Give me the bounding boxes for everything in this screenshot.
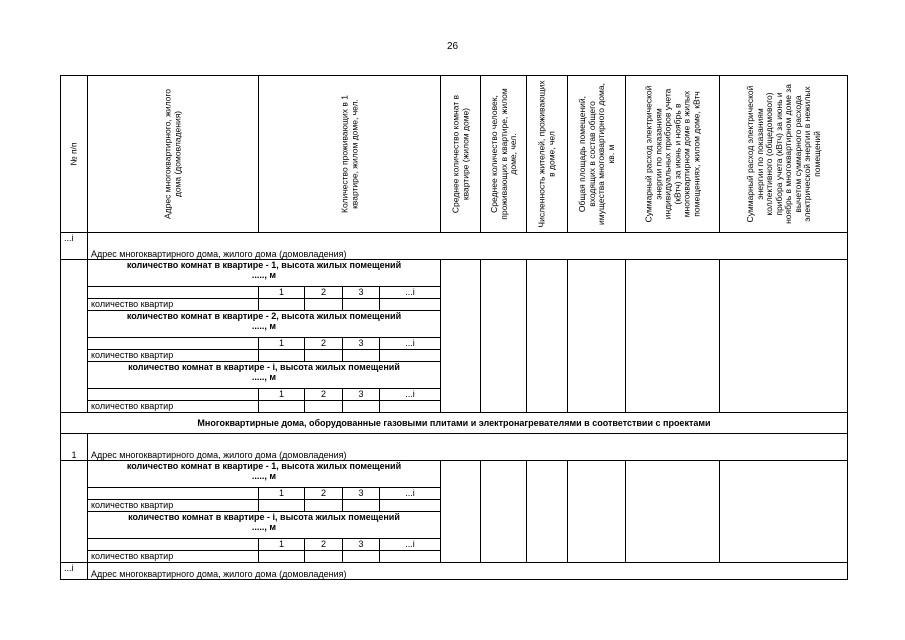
header-address: Адрес многоквартирного, жилого дома (домовладения) bbox=[162, 88, 182, 220]
header-residents-cell bbox=[259, 76, 441, 233]
address-label: Адрес многоквартирного дома, жилого дома (домовладения) bbox=[88, 434, 848, 461]
empty-cell bbox=[259, 551, 305, 563]
rooms-label: количество комнат в квартире - 2, высота жилых помещений ....., м bbox=[88, 311, 441, 338]
col-number: 1 bbox=[259, 389, 305, 401]
header-avg-people-cell bbox=[481, 76, 527, 233]
header-population: Численность жителей, проживающих в доме, чел bbox=[536, 80, 556, 228]
col-number: 2 bbox=[305, 287, 343, 299]
row-index: 1 bbox=[61, 434, 88, 461]
empty-cell bbox=[259, 299, 305, 311]
rooms-label: количество комнат в квартире - 1, высота жилых помещений ....., м bbox=[88, 461, 441, 488]
col-number: 1 bbox=[259, 287, 305, 299]
empty-cell bbox=[343, 299, 380, 311]
col-number: 3 bbox=[343, 389, 380, 401]
empty-cell bbox=[259, 350, 305, 362]
empty-cell bbox=[720, 260, 848, 413]
empty-cell bbox=[88, 287, 259, 299]
empty-cell bbox=[380, 401, 441, 413]
apartments-label: количество квартир bbox=[88, 350, 259, 362]
table-row bbox=[61, 233, 848, 260]
col-number: 2 bbox=[305, 488, 343, 500]
table-row bbox=[61, 434, 848, 461]
header-num-cell bbox=[61, 76, 88, 233]
header-individual-cell bbox=[626, 76, 720, 233]
header-individual: Суммарный расход электрической энергии по показаниям индивидуальных приборов учета (кВтч) за июнь и ноябрь в многоквартирном доме в жилых помещениях, жилом доме, кВтч bbox=[643, 85, 701, 223]
header-num: № п/п bbox=[68, 142, 79, 166]
empty-cell bbox=[343, 350, 380, 362]
table-row bbox=[61, 260, 848, 287]
col-number: 3 bbox=[343, 338, 380, 350]
empty-cell bbox=[626, 260, 720, 413]
empty-cell bbox=[259, 500, 305, 512]
address-label: Адрес многоквартирного дома, жилого дома (домовладения) bbox=[88, 563, 848, 580]
empty-cell bbox=[61, 461, 88, 563]
empty-cell bbox=[343, 500, 380, 512]
col-number: ...i bbox=[380, 338, 441, 350]
data-table bbox=[60, 75, 848, 580]
section-title: Многоквартирные дома, оборудованные газовыми плитами и электронагревателями в соответствии с проектами bbox=[61, 413, 848, 434]
header-avg-rooms: Среднее количество комнат в квартире (жилом доме) bbox=[450, 94, 470, 214]
empty-cell bbox=[441, 260, 481, 413]
col-number: 1 bbox=[259, 338, 305, 350]
empty-cell bbox=[568, 260, 626, 413]
empty-cell bbox=[527, 461, 568, 563]
col-number: ...i bbox=[380, 539, 441, 551]
empty-cell bbox=[88, 338, 259, 350]
empty-cell bbox=[88, 488, 259, 500]
page-number: 26 bbox=[446, 41, 459, 52]
col-number: 2 bbox=[305, 389, 343, 401]
header-population-cell bbox=[527, 76, 568, 233]
empty-cell bbox=[343, 551, 380, 563]
apartments-label: количество квартир bbox=[88, 551, 259, 563]
empty-cell bbox=[305, 299, 343, 311]
col-number: ...i bbox=[380, 389, 441, 401]
header-address-cell bbox=[88, 76, 259, 233]
empty-cell bbox=[568, 461, 626, 563]
empty-cell bbox=[88, 539, 259, 551]
empty-cell bbox=[441, 461, 481, 563]
empty-cell bbox=[343, 401, 380, 413]
empty-cell bbox=[527, 260, 568, 413]
header-area-cell bbox=[568, 76, 626, 233]
header-avg-people: Среднее количество человек, проживающих в квартире, жилом доме, чел. bbox=[488, 88, 518, 220]
empty-cell bbox=[720, 461, 848, 563]
col-number: 2 bbox=[305, 539, 343, 551]
col-number: 1 bbox=[259, 539, 305, 551]
empty-cell bbox=[61, 260, 88, 413]
col-number: ...i bbox=[380, 287, 441, 299]
col-number: 3 bbox=[343, 488, 380, 500]
empty-cell bbox=[305, 350, 343, 362]
empty-cell bbox=[88, 389, 259, 401]
empty-cell bbox=[380, 551, 441, 563]
empty-cell bbox=[380, 500, 441, 512]
empty-cell bbox=[481, 461, 527, 563]
table-row bbox=[61, 461, 848, 488]
header-avg-rooms-cell bbox=[441, 76, 481, 233]
row-index: ...i bbox=[61, 563, 88, 580]
col-number: 3 bbox=[343, 287, 380, 299]
apartments-label: количество квартир bbox=[88, 401, 259, 413]
empty-cell bbox=[305, 401, 343, 413]
empty-cell bbox=[481, 260, 527, 413]
empty-cell bbox=[259, 401, 305, 413]
rooms-label: количество комнат в квартире - i, высота жилых помещений ....., м bbox=[88, 362, 441, 389]
empty-cell bbox=[305, 500, 343, 512]
col-number: 1 bbox=[259, 488, 305, 500]
table-row bbox=[61, 413, 848, 434]
empty-cell bbox=[305, 551, 343, 563]
empty-cell bbox=[380, 350, 441, 362]
rooms-label: количество комнат в квартире - 1, высота жилых помещений ....., м bbox=[88, 260, 441, 287]
table-row bbox=[61, 563, 848, 580]
header-collective-cell bbox=[720, 76, 848, 233]
header-area: Общая площадь помещений, входящих в состав общего имущества многоквартирного дома, кв. м bbox=[576, 83, 615, 225]
col-number: 2 bbox=[305, 338, 343, 350]
rooms-label: количество комнат в квартире - i, высота жилых помещений ....., м bbox=[88, 512, 441, 539]
empty-cell bbox=[380, 299, 441, 311]
col-number: ...i bbox=[380, 488, 441, 500]
col-number: 3 bbox=[343, 539, 380, 551]
header-residents: Количество проживающих в 1 квартире, жилом доме, чел. bbox=[339, 95, 359, 213]
address-label: Адрес многоквартирного дома, жилого дома (домовладения) bbox=[88, 233, 848, 260]
empty-cell bbox=[626, 461, 720, 563]
apartments-label: количество квартир bbox=[88, 500, 259, 512]
row-index: ...i bbox=[61, 233, 88, 260]
header-collective: Суммарный расход электрической энергии по показаниям коллективного (общедомового) прибора учета (кВтч) за июнь и ноябрь в многоквартирном доме за вычетом суммарного расхода электрической энергии в нежилых помещений bbox=[744, 84, 821, 224]
apartments-label: количество квартир bbox=[88, 299, 259, 311]
